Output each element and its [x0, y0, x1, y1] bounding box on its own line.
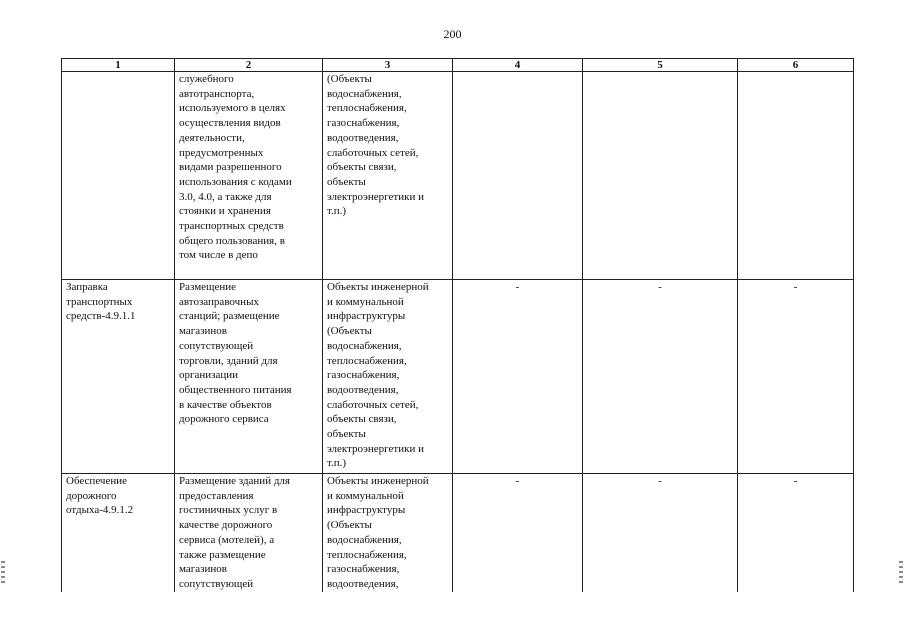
- cell-text: Обеспечение дорожного отдыха-4.9.1.2: [66, 475, 134, 517]
- column-header-1: 1: [62, 59, 175, 72]
- scan-edge-mark-right: [899, 561, 903, 585]
- table-cell-col5: [583, 72, 738, 280]
- table-cell-description: [175, 474, 323, 592]
- table-cell-description: [175, 72, 323, 280]
- table-cell-col5: [583, 280, 738, 474]
- table-cell-auxiliary: [323, 474, 453, 592]
- table-row: [62, 474, 854, 592]
- column-header-3: 3: [323, 59, 453, 72]
- cell-text: -: [793, 475, 798, 487]
- page-number: 200: [443, 27, 462, 41]
- table-cell-col4: [453, 72, 583, 280]
- column-header-2: 2: [175, 59, 323, 72]
- table-row: [62, 280, 854, 474]
- cell-text: -: [658, 475, 662, 487]
- cell-text: Размещение зданий для предоставления гостиничных услуг в качестве дорожного сервиса (мотелей), а также размещение магазинов сопутствующей: [179, 475, 290, 590]
- table-cell-auxiliary: [323, 280, 453, 474]
- column-header-4: 4: [453, 59, 583, 72]
- table-cell-col6: [738, 280, 854, 474]
- table-cell-use-name: [62, 280, 175, 474]
- cell-text: Объекты инженерной и коммунальной инфраструктуры (Объекты водоснабжения, теплоснабжения, газоснабжения, водоотведения,: [327, 475, 429, 590]
- table-cell-col6: [738, 72, 854, 280]
- table-row: [62, 72, 854, 280]
- table-cell-col6: [738, 474, 854, 592]
- cell-text: служебного автотранспорта, используемого в целях осуществления видов деятельности, предусмотренных видами разрешенного использования с кодами 3.0, 4.0, а также для стоянки и хранения транспортных средств общего пользования, в том числе в депо: [179, 73, 292, 262]
- cell-text: Объекты инженерной и коммунальной инфраструктуры (Объекты водоснабжения, теплоснабжения, газоснабжения, водоотведения, слаботочных сетей, объекты связи, объекты электроэнергетики и т.п.): [327, 281, 429, 470]
- column-header-6: 6: [738, 59, 854, 72]
- column-header-5: 5: [583, 59, 738, 72]
- cell-text: -: [793, 281, 798, 293]
- cell-text: -: [515, 475, 520, 487]
- table-cell-auxiliary: [323, 72, 453, 280]
- table-cell-col4: [453, 280, 583, 474]
- cell-text: Размещение автозаправочных станций; размещение магазинов сопутствующей торговли, зданий для организации общественного питания в качестве объектов дорожного сервиса: [179, 281, 292, 426]
- scan-edge-mark-left: [1, 561, 5, 585]
- cell-text: -: [658, 281, 662, 293]
- table-cell-use-name: [62, 474, 175, 592]
- cell-text: Заправка транспортных средств-4.9.1.1: [66, 281, 136, 323]
- table-header-row: [62, 59, 854, 72]
- regulation-table: [61, 58, 854, 592]
- table-cell-col5: [583, 474, 738, 592]
- cell-text: (Объекты водоснабжения, теплоснабжения, газоснабжения, водоотведения, слаботочных сетей, объекты связи, объекты электроэнергетики и т.п.): [327, 73, 424, 218]
- table-cell-col4: [453, 474, 583, 592]
- table-cell-use-name: [62, 72, 175, 280]
- cell-text: -: [515, 281, 520, 293]
- table-cell-description: [175, 280, 323, 474]
